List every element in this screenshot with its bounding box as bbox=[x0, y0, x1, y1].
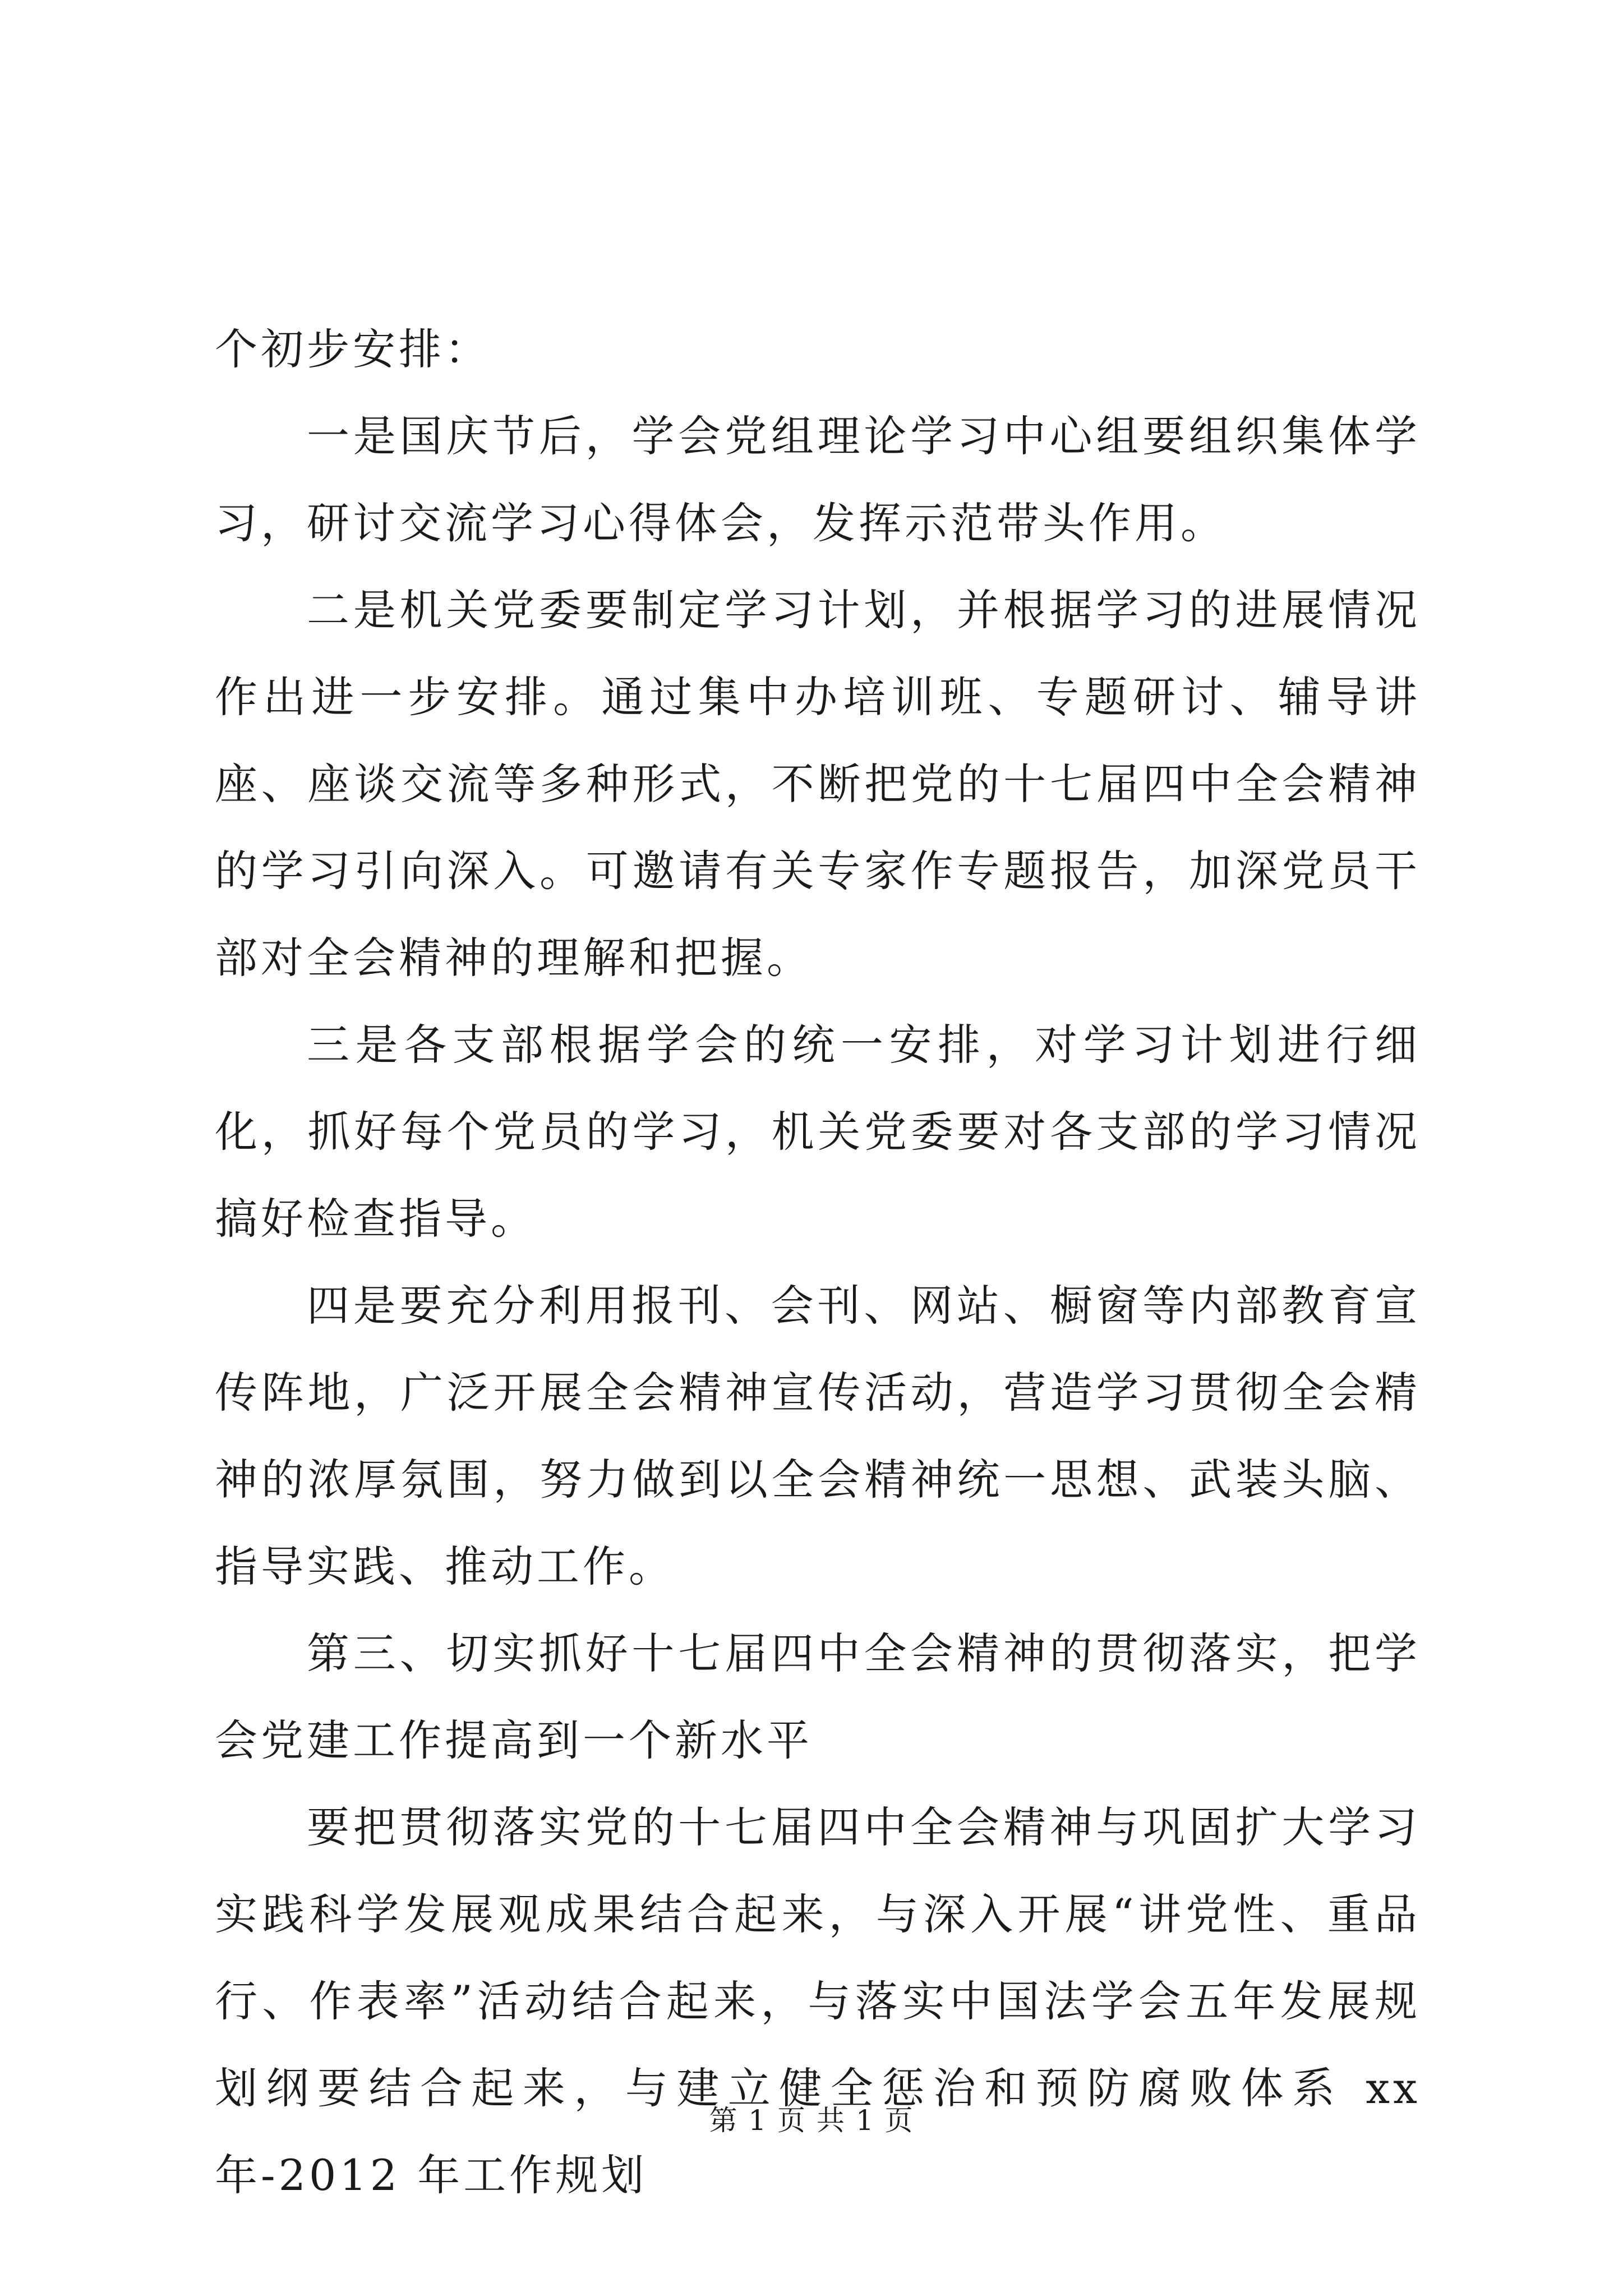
paragraph-5: 四是要充分利用报刊、会刊、网站、橱窗等内部教育宣传阵地，广泛开展全会精神宣传活动，营造学习贯彻全会精神的浓厚氛围，努力做到以全会精神统一思想、武装头脑、指导实践、推动工作。 bbox=[215, 1281, 1421, 1591]
paragraph-7: 要把贯彻落实党的十七届四中全会精神与巩固扩大学习实践科学发展观成果结合起来，与深入开展“讲党性、重品行、作表率”活动结合起来，与落实中国法学会五年发展规划纲要结合起来，与建立健全惩治和预防腐败体系 xx 年-2012 年工作规划 bbox=[215, 1802, 1421, 2200]
paragraph-3: 二是机关党委要制定学习计划，并根据学习的进展情况作出进一步安排。通过集中办培训班、专题研讨、辅导讲座、座谈交流等多种形式，不断把党的十七届四中全会精神的学习引向深入。可邀请有关专家作专题报告，加深党员干部对全会精神的理解和把握。 bbox=[215, 585, 1421, 983]
paragraph-4: 三是各支部根据学会的统一安排，对学习计划进行细化，抓好每个党员的学习，机关党委要对各支部的学习情况搞好检查指导。 bbox=[215, 1020, 1421, 1244]
paragraph-1: 个初步安排： bbox=[215, 324, 491, 374]
paragraph-2: 一是国庆节后，学会党组理论学习中心组要组织集体学习，研讨交流学习心得体会，发挥示范带头作用。 bbox=[215, 411, 1421, 548]
document-body bbox=[215, 306, 1421, 2219]
page-number-footer: 第 1 页 共 1 页 bbox=[709, 2104, 914, 2137]
section-heading: 第三、切实抓好十七届四中全会精神的贯彻落实，把学会党建工作提高到一个新水平 bbox=[215, 1628, 1421, 1765]
